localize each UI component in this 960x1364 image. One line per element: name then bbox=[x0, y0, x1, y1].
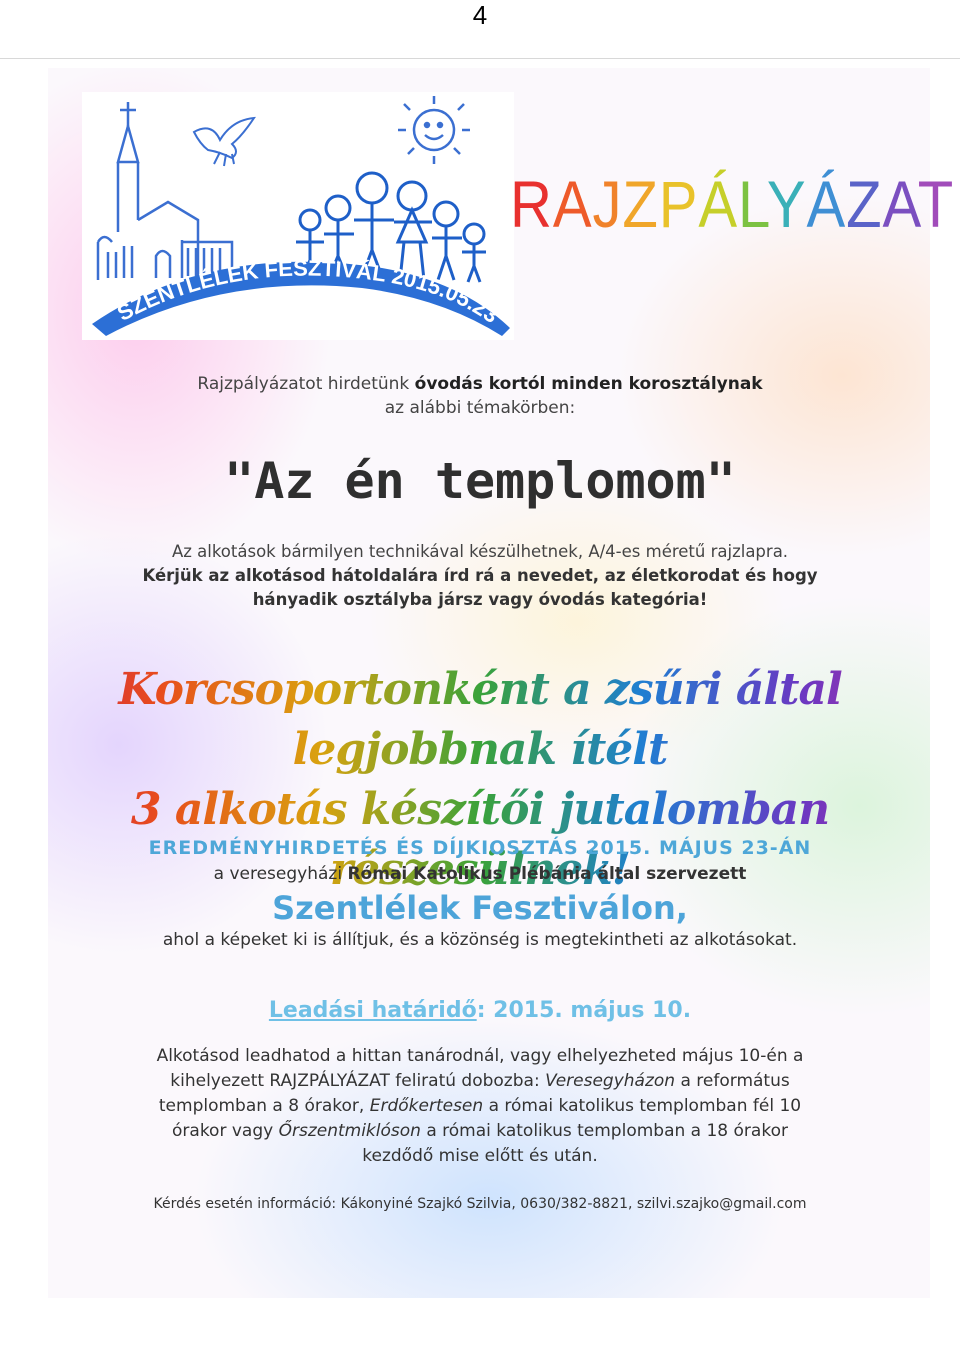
title-letter: R bbox=[510, 167, 553, 241]
title-letter: Z bbox=[622, 167, 659, 241]
page-number: 4 bbox=[472, 0, 488, 30]
theme-headline: "Az én templomom" bbox=[224, 452, 736, 510]
dropoff-instructions: Alkotásod leadhatod a hittan tanárodnál, vagy elhelyezheted május 10-én a kihelyezett RAJZPÁLYÁZAT feliratú dobozba: Veresegyházon a református templomban a 8 órakor, Erdőkertesen a római katolikus templomban fél 10 órakor vagy Őrszentmiklóson a római katolikus templomban a 18 órakor kezdődő mise előtt és után. bbox=[156, 1046, 804, 1166]
church-icon bbox=[98, 102, 232, 280]
intro-text: Rajzpályázatot hirdetünk óvodás kortól minden korosztálynak az alábbi témakörben: bbox=[197, 374, 763, 418]
logo-banner-text: SZENTLÉLEK FESZTIVÁL 2015.05.23 bbox=[113, 255, 504, 329]
exhibit-text: ahol a képeket ki is állítjuk, és a közönség is megtekintheti az alkotásokat. bbox=[162, 930, 798, 950]
top-rule bbox=[0, 58, 960, 59]
title-letter: A bbox=[882, 167, 918, 241]
deadline: Leadási határidő: 2015. május 10. bbox=[268, 998, 692, 1023]
contest-title bbox=[510, 164, 954, 244]
results-heading: EREDMÉNYHIRDETÉS ÉS DÍJKIOSZTÁS 2015. MÁJUS 23-ÁN bbox=[148, 837, 812, 859]
festival-logo bbox=[82, 92, 514, 340]
title-letter: P bbox=[658, 167, 699, 241]
title-letter: Á bbox=[806, 167, 847, 241]
festival-name: Szentlélek Fesztiválon, bbox=[272, 889, 688, 927]
dove-icon bbox=[194, 118, 254, 166]
title-letter: L bbox=[738, 167, 767, 241]
title-letter: A bbox=[552, 167, 593, 241]
technique-text: Az alkotások bármilyen technikával készülhetnek, A/4-es méretű rajzlapra. Kérjük az alkotásod hátoldalára írd rá a nevedet, az életkorodat és hogy hányadik osztályba jársz vagy óvodás kategória! bbox=[142, 542, 818, 609]
title-letter: J bbox=[592, 167, 623, 241]
title-letter: Á bbox=[698, 167, 739, 241]
sun-icon bbox=[398, 96, 470, 164]
organizer-text: a veresegyházi Római Katolikus Plébánia által szervezett bbox=[213, 864, 747, 884]
title-letter: Z bbox=[846, 167, 883, 241]
award-text: Korcsoportonként a zsűri által legjobbnak ítélt 3 alkotás készítői jutalomban részesülnek! bbox=[0, 660, 960, 900]
title-letter: Y bbox=[766, 167, 807, 241]
contact-info: Kérdés esetén információ: Kákonyiné Szajkó Szilvia, 0630/382-8821, szilvi.szajko@gmail.com bbox=[153, 1196, 807, 1212]
title-letter: T bbox=[917, 167, 955, 241]
